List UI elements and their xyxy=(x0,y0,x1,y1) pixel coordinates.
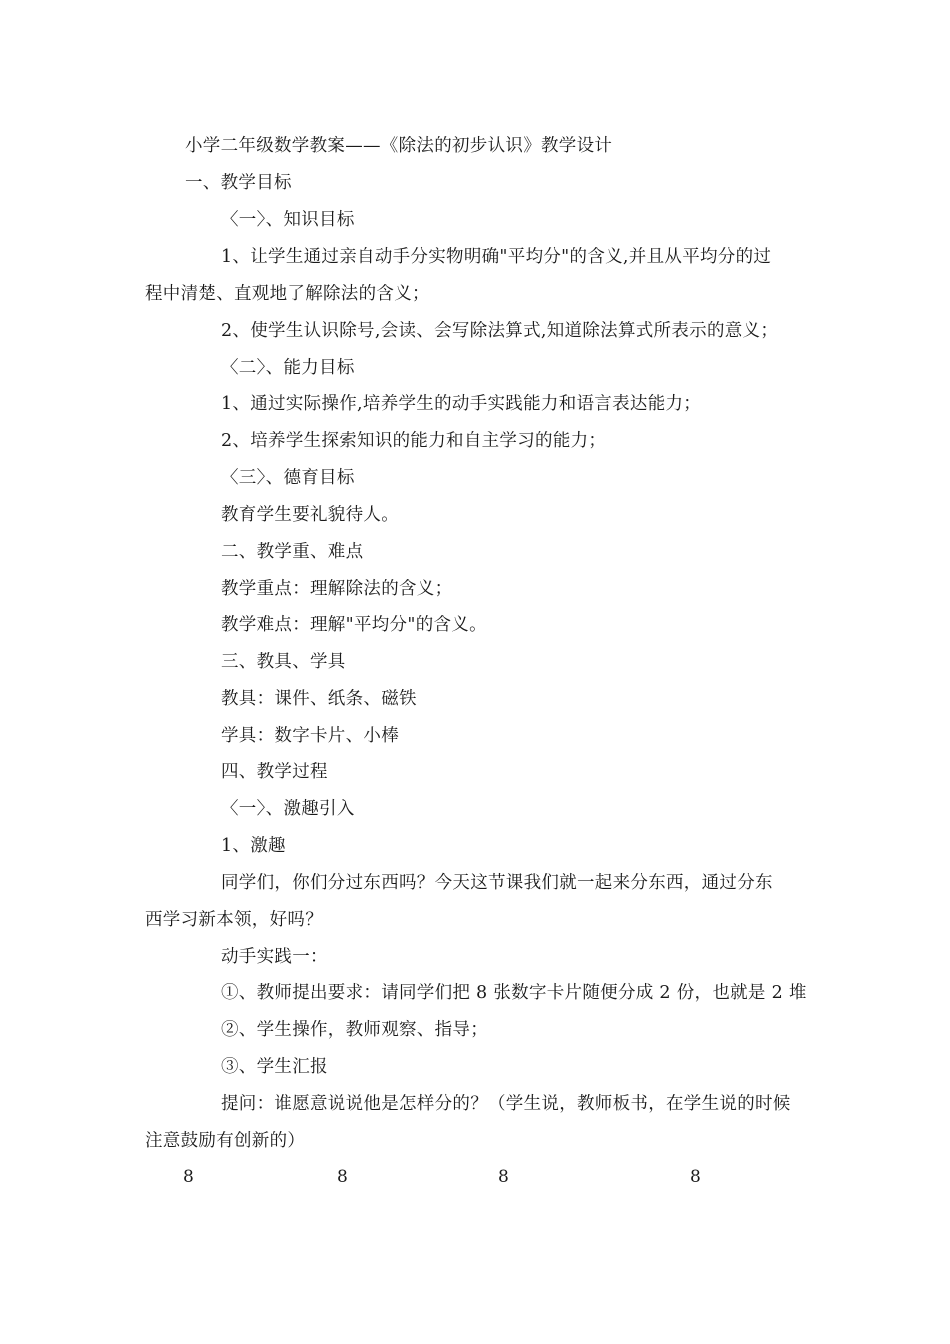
paragraph-practice-heading: 动手实践一： xyxy=(221,947,328,967)
paragraph-ability-1: 1、通过实际操作,培养学生的动手实践能力和语言表达能力； xyxy=(221,394,702,414)
board-number-3: 8 xyxy=(498,1167,509,1187)
board-number-1: 8 xyxy=(183,1167,194,1187)
paragraph-teacher-tools: 教具：课件、纸条、磁铁 xyxy=(221,689,417,709)
paragraph-knowledge-2: 2、使学生认识除号,会读、会写除法算式,知道除法算式所表示的意义； xyxy=(221,321,779,341)
paragraph-knowledge-1b: 程中清楚、直观地了解除法的含义； xyxy=(145,284,430,304)
paragraph-difficult-point: 教学难点：理解"平均分"的含义。 xyxy=(221,615,487,635)
section-heading-3: 三、教具、学具 xyxy=(221,652,346,672)
paragraph-question-b: 注意鼓励有创新的） xyxy=(145,1131,306,1151)
paragraph-student-tools: 学具：数字卡片、小棒 xyxy=(221,726,399,746)
paragraph-question-a: 提问：谁愿意说说他是怎样分的？（学生说，教师板书，在学生说的时候 xyxy=(221,1094,791,1114)
subsection-heading-moral: 〈三〉、德育目标 xyxy=(221,468,355,488)
paragraph-practice-step-2: ②、学生操作，教师观察、指导； xyxy=(221,1020,488,1040)
section-heading-1: 一、教学目标 xyxy=(185,173,292,193)
paragraph-knowledge-1a: 1、让学生通过亲自动手分实物明确"平均分"的含义,并且从平均分的过 xyxy=(221,247,772,267)
board-number-2: 8 xyxy=(337,1167,348,1187)
document-title: 小学二年级数学教案——《除法的初步认识》教学设计 xyxy=(185,136,613,156)
subsection-heading-ability: 〈二〉、能力目标 xyxy=(221,358,355,378)
paragraph-intro-2a: 同学们，你们分过东西吗？今天这节课我们就一起来分东西，通过分东 xyxy=(221,873,773,893)
subsection-heading-knowledge: 〈一〉、知识目标 xyxy=(221,210,355,230)
paragraph-intro-2b: 西学习新本领，好吗？ xyxy=(145,910,323,930)
paragraph-ability-2: 2、培养学生探索知识的能力和自主学习的能力； xyxy=(221,431,607,451)
paragraph-intro-1: 1、激趣 xyxy=(221,836,286,856)
paragraph-key-point: 教学重点：理解除法的含义； xyxy=(221,579,453,599)
paragraph-practice-step-3: ③、学生汇报 xyxy=(221,1057,328,1077)
section-heading-2: 二、教学重、难点 xyxy=(221,542,364,562)
subsection-heading-intro: 〈一〉、激趣引入 xyxy=(221,799,355,819)
paragraph-practice-step-1: ①、教师提出要求：请同学们把 8 张数字卡片随便分成 2 份，也就是 2 堆 xyxy=(221,983,807,1003)
board-number-4: 8 xyxy=(690,1167,701,1187)
section-heading-4: 四、教学过程 xyxy=(221,762,328,782)
paragraph-moral: 教育学生要礼貌待人。 xyxy=(221,505,399,525)
